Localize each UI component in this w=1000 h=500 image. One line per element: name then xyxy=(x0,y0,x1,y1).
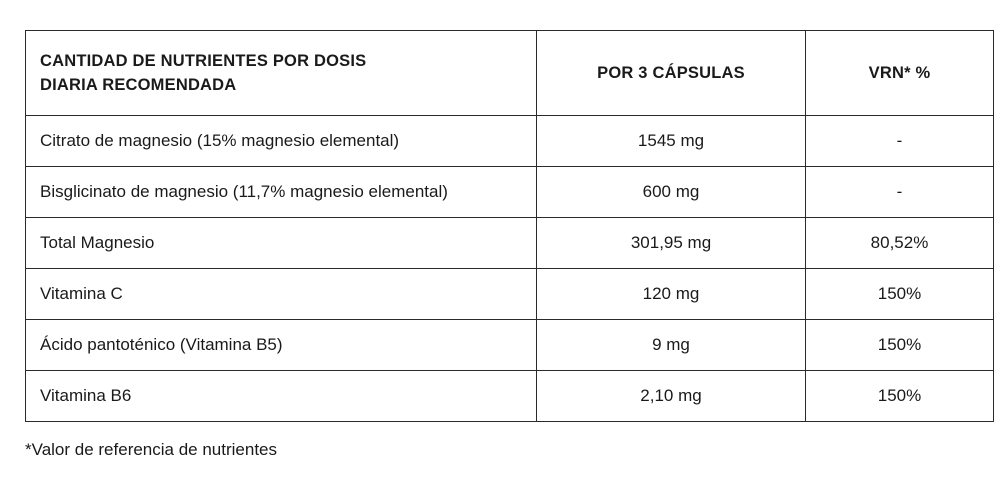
header-per-3-capsules: POR 3 CÁPSULAS xyxy=(537,31,806,116)
header-vrn: VRN* % xyxy=(806,31,994,116)
row-nutrient-name: Citrato de magnesio (15% magnesio elemental) xyxy=(26,116,537,167)
row-quantity: 9 mg xyxy=(537,320,806,371)
table-header xyxy=(26,31,994,116)
row-nutrient-name: Ácido pantoténico (Vitamina B5) xyxy=(26,320,537,371)
table-row xyxy=(26,116,994,167)
table-body xyxy=(26,116,994,422)
table-row xyxy=(26,371,994,422)
row-vrn: - xyxy=(806,116,994,167)
header-nutrient-quantity xyxy=(26,31,537,116)
row-quantity: 301,95 mg xyxy=(537,218,806,269)
footnote-vrn: *Valor de referencia de nutrientes xyxy=(25,440,278,459)
header-name-line2: DIARIA RECOMENDADA xyxy=(40,76,237,94)
row-nutrient-name: Total Magnesio xyxy=(26,218,537,269)
table-row xyxy=(26,320,994,371)
header-row xyxy=(26,31,994,116)
row-nutrient-name: Vitamina B6 xyxy=(26,371,537,422)
row-quantity: 2,10 mg xyxy=(537,371,806,422)
row-quantity: 600 mg xyxy=(537,167,806,218)
header-name-line1: CANTIDAD DE NUTRIENTES POR DOSIS xyxy=(40,52,367,70)
row-quantity: 120 mg xyxy=(537,269,806,320)
row-nutrient-name: Bisglicinato de magnesio (11,7% magnesio elemental) xyxy=(26,167,537,218)
row-vrn: 150% xyxy=(806,269,994,320)
row-quantity: 1545 mg xyxy=(537,116,806,167)
table-row xyxy=(26,167,994,218)
row-vrn: 150% xyxy=(806,371,994,422)
nutrition-table xyxy=(25,30,994,422)
row-vrn: 80,52% xyxy=(806,218,994,269)
row-vrn: - xyxy=(806,167,994,218)
row-vrn: 150% xyxy=(806,320,994,371)
table-row xyxy=(26,218,994,269)
table-row xyxy=(26,269,994,320)
row-nutrient-name: Vitamina C xyxy=(26,269,537,320)
